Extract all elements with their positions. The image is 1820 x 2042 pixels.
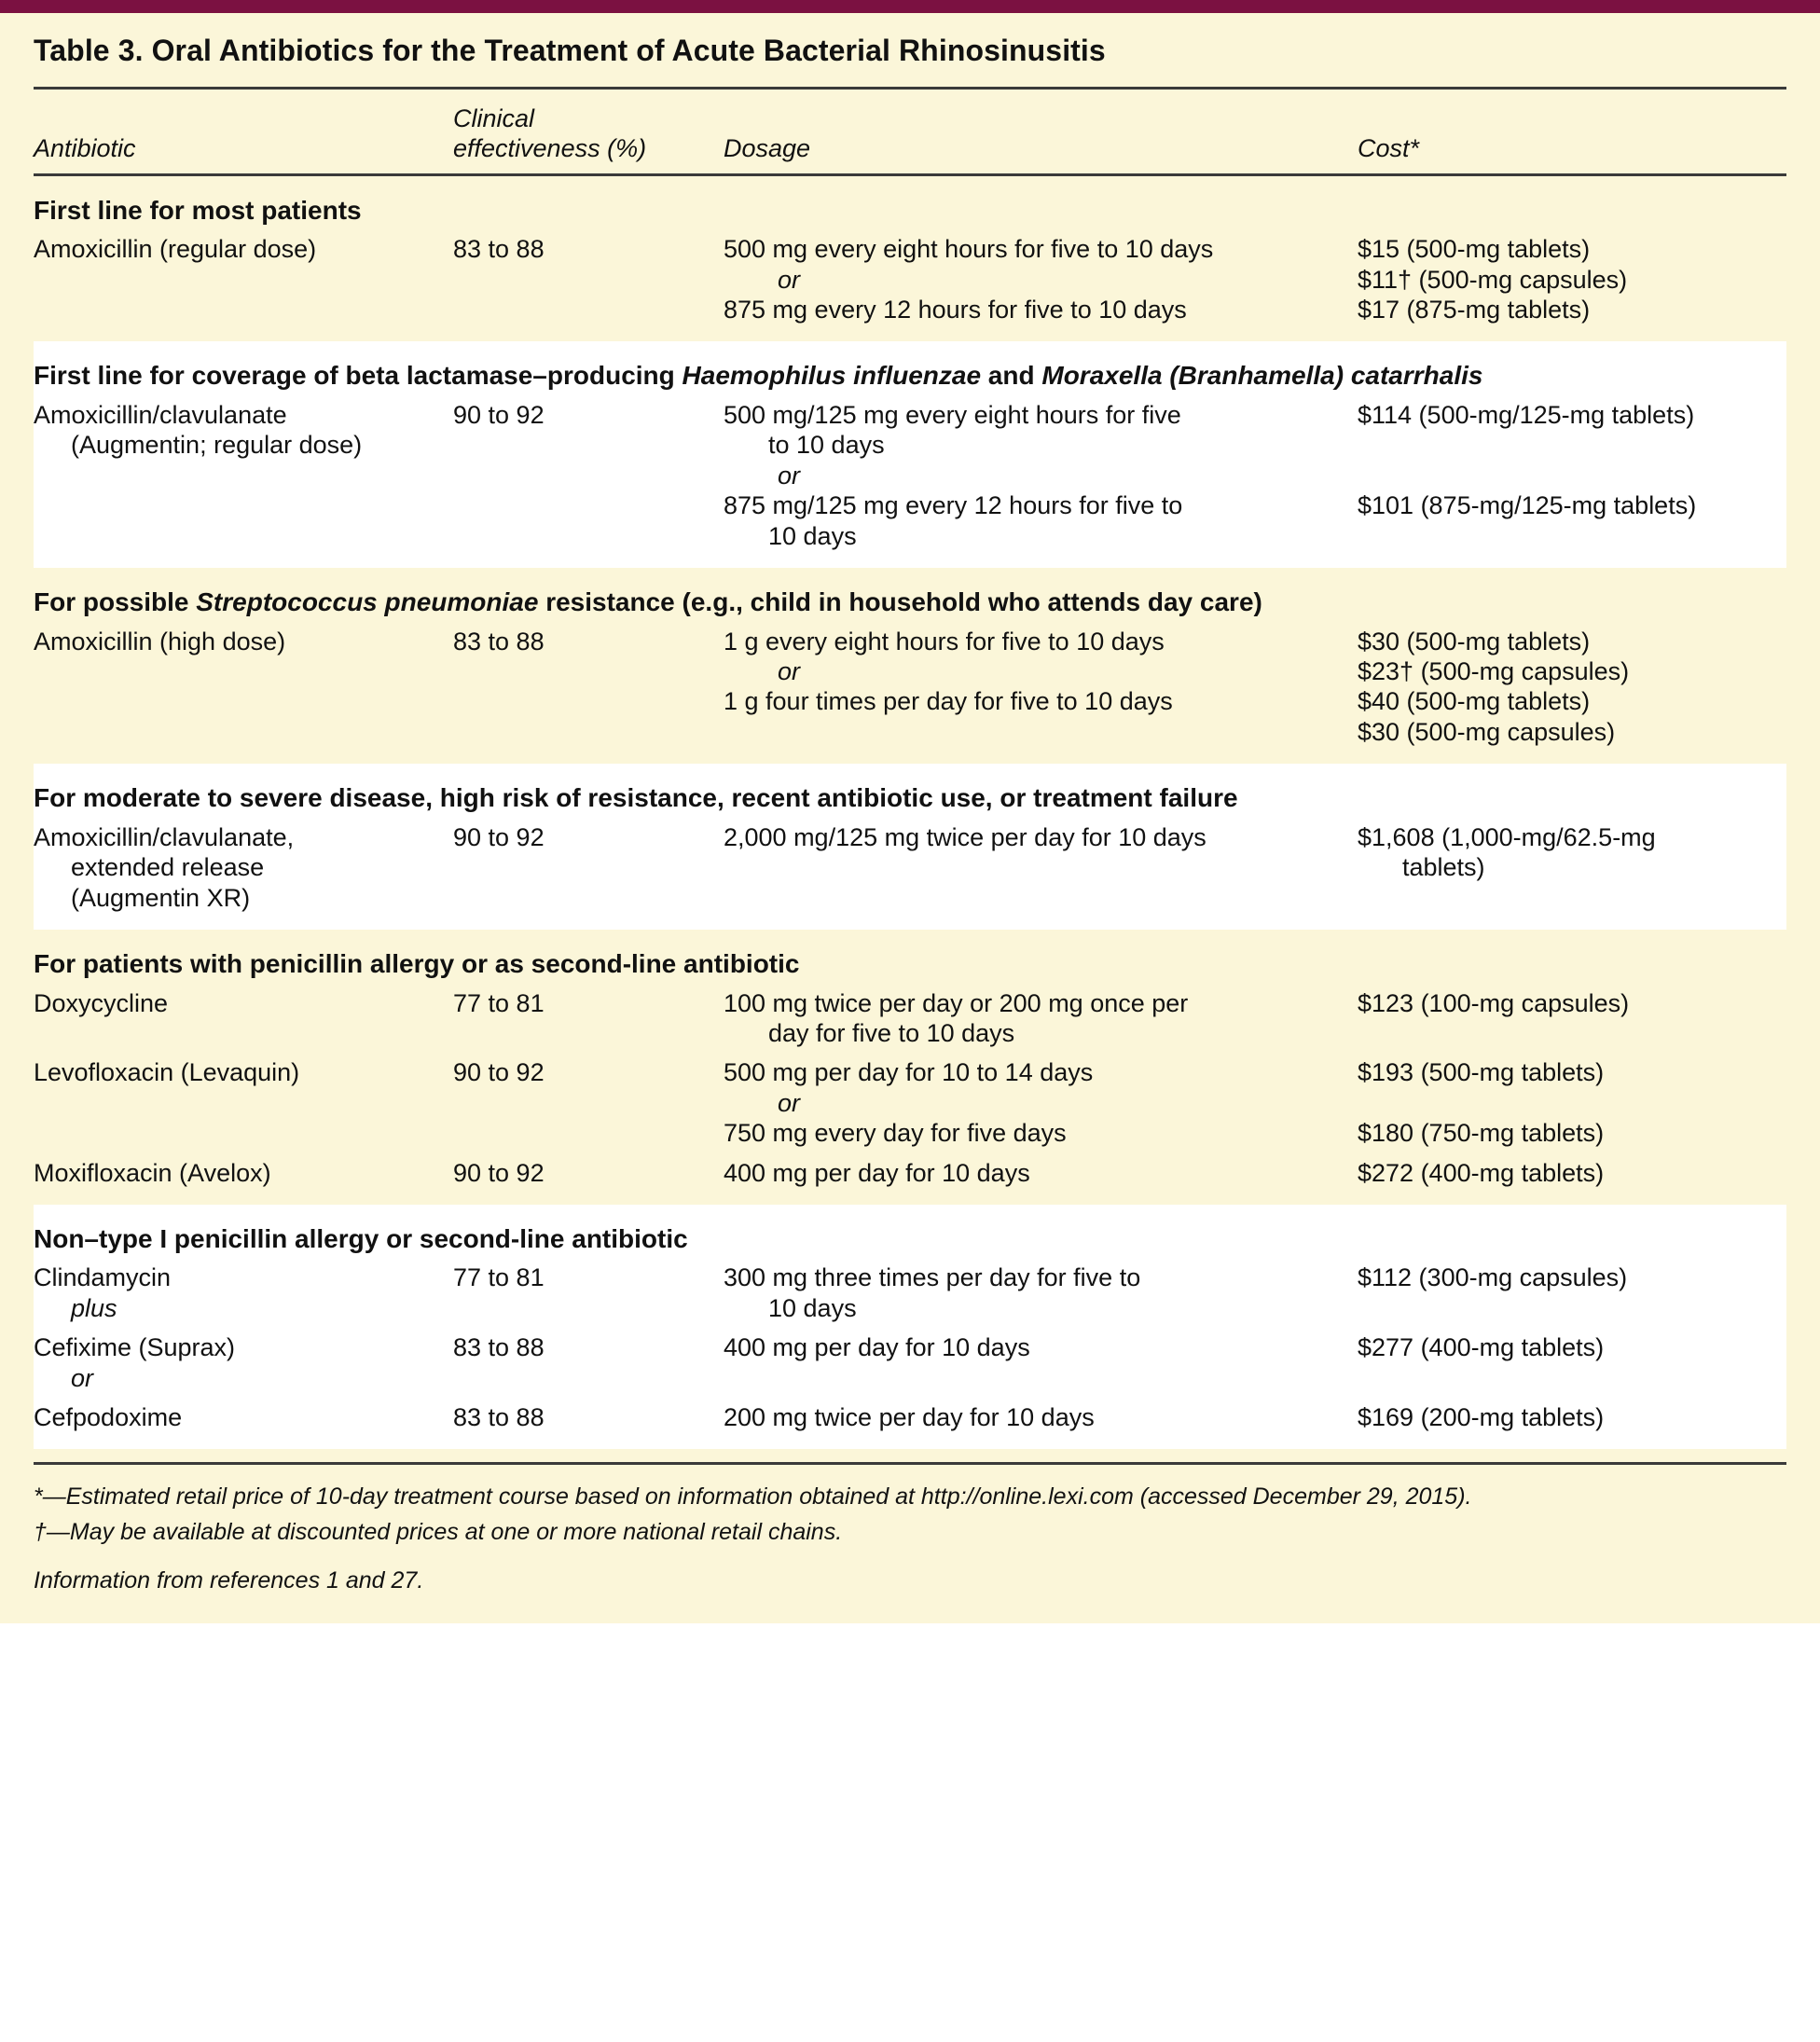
cost-line: $11† (500-mg capsules) [1358,265,1628,294]
cell-antibiotic [34,229,453,341]
table-row [34,395,1786,568]
cell-effectiveness: 83 to 88 [453,235,545,264]
cell-antibiotic [34,622,453,765]
section-heading [34,930,1786,984]
dosage-line: 400 mg per day for 10 days [724,1158,1030,1187]
section-heading-part: and [981,361,1042,391]
cell-effectiveness: 90 to 92 [453,1158,545,1187]
cost-line: $1,608 (1,000-mg/62.5-mg [1358,822,1656,851]
column-header-cost: Cost* [1358,133,1420,162]
antibiotics-table [34,90,1786,1449]
footnote-3: Information from references 1 and 27. [34,1566,424,1594]
cell-effectiveness: 83 to 88 [453,1333,545,1362]
cost-line: $193 (500-mg tablets) [1358,1058,1605,1087]
cell-cost [1358,395,1786,568]
footnote-1: *—Estimated retail price of 10-day treatment course based on information obtained at http://online.lexi.com (accessed December 29, 2015). [34,1483,1472,1511]
section-heading [34,568,1786,622]
cell-cost [1358,1153,1786,1205]
dosage-line: to 10 days [768,431,885,460]
footnote-2: †—May be available at discounted prices at one or more national retail chains. [34,1519,843,1546]
dosage-line: 200 mg twice per day for 10 days [724,1403,1095,1432]
section-heading-row [34,341,1786,395]
cell-effectiveness: 90 to 92 [453,401,545,430]
dosage-line: 2,000 mg/125 mg twice per day for 10 days [724,822,1206,851]
column-header-effectiveness [453,90,724,173]
antibiotic-name: Clindamycin [34,1263,172,1292]
dosage-line: 10 days [768,521,857,550]
cost-line: $17 (875-mg tablets) [1358,296,1591,324]
antibiotic-connector: plus [71,1293,117,1322]
footnote-gap [34,1551,1786,1564]
antibiotic-name-sub: (Augmentin; regular dose) [71,431,363,460]
dosage-line: 10 days [768,1293,857,1322]
cell-effectiveness: 77 to 81 [453,1263,545,1292]
section-heading-part: First line for coverage of beta lactamase–producing [34,361,682,391]
table-row [34,1053,1786,1152]
cell-dosage [724,1258,1358,1328]
cell-dosage [724,984,1358,1054]
cell-effectiveness: 83 to 88 [453,627,545,655]
antibiotic-name: Amoxicillin/clavulanate [34,401,287,430]
cell-dosage [724,229,1358,341]
cost-line: $169 (200-mg tablets) [1358,1403,1605,1432]
antibiotic-name-sub: extended release [71,853,265,882]
cell-cost [1358,818,1786,930]
cost-line: $40 (500-mg tablets) [1358,687,1591,716]
table-row [34,818,1786,930]
antibiotic-name: Cefpodoxime [34,1403,183,1432]
cell-antibiotic [34,1153,453,1205]
table-header [34,90,1786,176]
cost-line: $23† (500-mg capsules) [1358,657,1630,686]
cell-cost [1358,1053,1786,1152]
table-row [34,1398,1786,1449]
table-row [34,984,1786,1054]
column-header-dosage: Dosage [724,133,811,162]
table-row [34,1258,1786,1328]
table-title: Table 3. Oral Antibiotics for the Treatment of Acute Bacterial Rhinosinusitis [34,34,1106,67]
cell-effectiveness: 77 to 81 [453,988,545,1017]
dosage-line: 500 mg every eight hours for five to 10 days [724,235,1214,264]
section-heading-part: For moderate to severe disease, high risk of resistance, recent antibiotic use, or treatment failure [34,783,1238,813]
antibiotic-name: Amoxicillin/clavulanate, [34,822,295,851]
cell-dosage [724,1153,1358,1205]
table-body [34,176,1786,1450]
section-heading-italic-part: Haemophilus influenzae [682,361,982,391]
cost-line: $112 (300-mg capsules) [1358,1263,1628,1292]
section-heading-row [34,176,1786,230]
cell-dosage [724,395,1358,568]
cell-antibiotic [34,395,453,568]
dosage-or: or [778,1088,801,1117]
dosage-or: or [778,265,801,294]
section-heading [34,176,1786,230]
cell-dosage [724,622,1358,765]
dosage-line: 875 mg/125 mg every 12 hours for five to [724,491,1183,520]
cell-cost [1358,229,1786,341]
section-heading-italic-part: Streptococcus pneumoniae [196,587,539,617]
cost-spacer [1358,430,1777,460]
cost-line: $272 (400-mg tablets) [1358,1158,1605,1187]
table-row [34,229,1786,341]
cell-antibiotic [34,1328,453,1398]
dosage-line: 100 mg twice per day or 200 mg once per [724,988,1189,1017]
cost-line: tablets) [1402,853,1485,882]
dosage-line: day for five to 10 days [768,1018,1015,1047]
dosage-line: 500 mg per day for 10 to 14 days [724,1058,1094,1087]
cell-dosage [724,818,1358,930]
cell-antibiotic [34,1258,453,1328]
table-row [34,622,1786,765]
table-row [34,1153,1786,1205]
column-header-effectiveness-line1: Clinical [453,104,535,132]
section-heading [34,1205,1786,1259]
section-heading-part: First line for most patients [34,195,362,225]
cell-dosage [724,1053,1358,1152]
cost-line: $180 (750-mg tablets) [1358,1119,1605,1148]
dosage-line: 300 mg three times per day for five to [724,1263,1141,1292]
cost-line: $101 (875-mg/125-mg tablets) [1358,491,1697,520]
cost-line: $114 (500-mg/125-mg tablets) [1358,401,1695,430]
cost-line: $123 (100-mg capsules) [1358,988,1630,1017]
antibiotic-name: Cefixime (Suprax) [34,1333,236,1362]
section-heading-part: For possible [34,587,197,617]
dosage-line: 875 mg every 12 hours for five to 10 days [724,296,1187,324]
antibiotic-name-sub2: (Augmentin XR) [71,883,251,912]
footnotes [34,1480,1786,1622]
antibiotic-name: Moxifloxacin (Avelox) [34,1158,271,1187]
section-heading-row [34,568,1786,622]
antibiotic-name: Amoxicillin (high dose) [34,627,286,655]
column-header-antibiotic: Antibiotic [34,133,136,162]
cell-effectiveness: 90 to 92 [453,822,545,851]
dosage-line: 1 g every eight hours for five to 10 days [724,627,1165,655]
dosage-line: 400 mg per day for 10 days [724,1333,1030,1362]
cell-dosage [724,1398,1358,1449]
footnote-divider [34,1462,1786,1465]
antibiotic-connector: or [71,1363,94,1392]
section-heading-part: Non–type I penicillin allergy or second-line antibiotic [34,1223,688,1253]
cell-cost [1358,1398,1786,1449]
dosage-line: 1 g four times per day for five to 10 days [724,687,1173,716]
antibiotic-name: Doxycycline [34,988,169,1017]
dosage-line: 500 mg/125 mg every eight hours for five [724,401,1181,430]
dosage-or: or [778,461,801,490]
cell-cost [1358,622,1786,765]
cell-cost [1358,1328,1786,1398]
section-heading-row [34,764,1786,818]
cell-dosage [724,1328,1358,1398]
cost-line: $30 (500-mg capsules) [1358,717,1616,746]
section-heading-row [34,930,1786,984]
cell-effectiveness: 90 to 92 [453,1058,545,1087]
cost-line: $30 (500-mg tablets) [1358,627,1591,655]
cell-antibiotic [34,1398,453,1449]
cost-line: $15 (500-mg tablets) [1358,235,1591,264]
section-heading-italic-part: Moraxella (Branhamella) catarrhalis [1041,361,1483,391]
cell-antibiotic [34,1053,453,1152]
dosage-or: or [778,657,801,686]
section-heading-part: resistance (e.g., child in household who attends day care) [538,587,1262,617]
cell-cost [1358,1258,1786,1328]
section-heading [34,764,1786,818]
column-header-effectiveness-line2: effectiveness (%) [453,133,647,162]
cell-antibiotic [34,818,453,930]
section-heading-row [34,1205,1786,1259]
cell-effectiveness: 83 to 88 [453,1403,545,1432]
cell-antibiotic [34,984,453,1054]
cost-spacer [1358,1088,1777,1118]
antibiotic-name: Levofloxacin (Levaquin) [34,1058,300,1087]
antibiotic-name: Amoxicillin (regular dose) [34,235,317,264]
cost-spacer [1358,461,1777,490]
table-row [34,1328,1786,1398]
section-heading-part: For patients with penicillin allergy or as second-line antibiotic [34,948,800,978]
cost-line: $277 (400-mg tablets) [1358,1333,1605,1362]
cell-cost [1358,984,1786,1054]
dosage-line: 750 mg every day for five days [724,1119,1067,1148]
section-heading [34,341,1786,395]
